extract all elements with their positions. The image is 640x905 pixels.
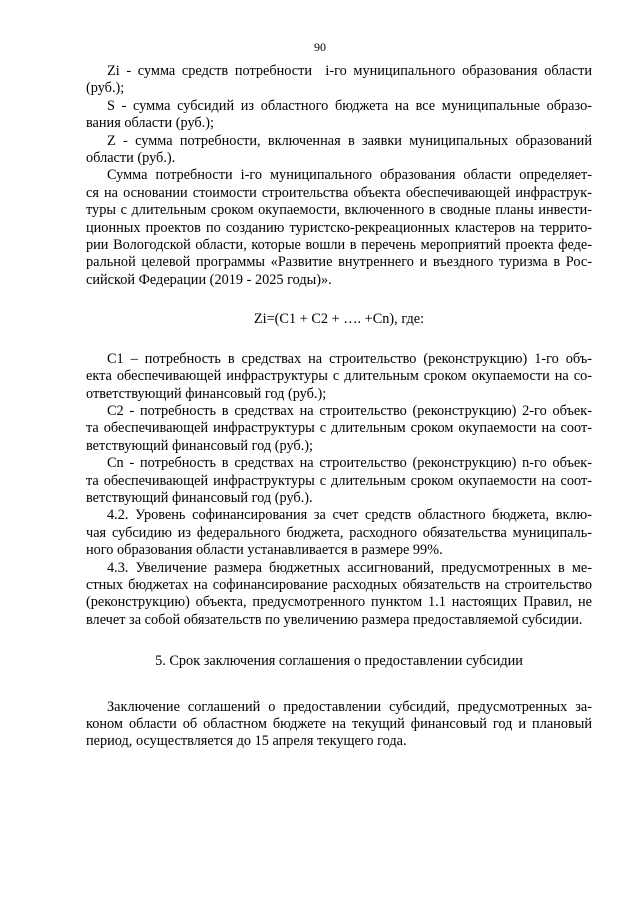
paragraph-line: ответствующий финансовый год (руб.);: [86, 385, 327, 402]
paragraph-line: 4.3. Увеличение размера бюджетных ассигнований, предусмотренных в ме-: [107, 559, 592, 576]
document-body: [86, 63, 592, 751]
paragraph-line: сийской Федерации (2019 - 2025 годы)».: [86, 271, 332, 288]
paragraph-line: ся на основании стоимости строительства объекта обеспечивающей инфраструк-: [86, 184, 592, 201]
paragraph: [86, 403, 592, 455]
paragraph-line: период, осуществляется до 15 апреля текущего года.: [86, 733, 407, 750]
paragraph-line: ральной целевой программы «Развитие внутреннего и въездного туризма в Рос-: [86, 254, 592, 271]
paragraph-line: стных бюджетах на софинансирование расходных обязательств на строительство: [86, 576, 592, 593]
paragraph-line: чая субсидию из федерального бюджета, расходного обязательства муниципаль-: [86, 524, 592, 541]
paragraph-line: влечет за собой обязательств по увеличению размера предоставляемой субсидии.: [86, 611, 583, 628]
paragraph: [86, 98, 592, 133]
paragraph-line: S - сумма субсидий из областного бюджета на все муниципальные образо-: [107, 97, 592, 114]
paragraph-line: Заключение соглашений о предоставлении субсидий, предусмотренных за-: [107, 698, 592, 715]
paragraph-line: Zi - сумма средств потребности i-го муниципального образования области: [107, 63, 592, 79]
paragraph-line: (реконструкцию) объекта, предусмотренного пунктом 1.1 настоящих Правил, не: [86, 594, 592, 611]
paragraph: [86, 455, 592, 507]
paragraph: [86, 699, 592, 751]
paragraph-line: ветствующий финансовый год (руб.);: [86, 437, 313, 454]
paragraph-line: Z - сумма потребности, включенная в заявки муниципальных образований: [107, 132, 592, 149]
formula: Zi=(C1 + C2 + …. +Cn), где:: [253, 311, 425, 328]
paragraph: [86, 507, 592, 559]
paragraph-line: туры с длительным сроком окупаемости, включенного в сводные планы инвести-: [86, 202, 592, 219]
section-heading: 5. Срок заключения соглашения о предоставлении субсидии: [155, 653, 523, 670]
paragraph-line: Сумма потребности i-го муниципального образования области определяет-: [107, 167, 592, 184]
paragraph-line: 4.2. Уровень софинансирования за счет средств областного бюджета, вклю-: [107, 507, 592, 524]
page-number: 90: [314, 40, 326, 54]
paragraph-line: C1 – потребность в средствах на строительство (реконструкцию) 1-го объ-: [107, 350, 592, 367]
paragraph: [86, 133, 592, 168]
paragraph-line: C2 - потребность в средствах на строительство (реконструкцию) 2-го объек-: [107, 402, 592, 419]
paragraph-line: рии Вологодской области, которые вошли в перечень мероприятий проекта феде-: [86, 237, 592, 254]
paragraph: [86, 167, 592, 289]
paragraph-line: ционных проектов по созданию туристско-рекреационных кластеров на террито-: [86, 219, 592, 236]
paragraph-line: ного образования области устанавливается в размере 99%.: [86, 542, 443, 559]
paragraph-line: коном области об областном бюджете на текущий финансовый год и плановый: [86, 716, 592, 732]
paragraph: [86, 560, 592, 630]
paragraph-line: ветствующий финансовый год (руб.).: [86, 489, 313, 506]
paragraph-line: (руб.);: [86, 80, 125, 97]
paragraph-line: екта обеспечивающей инфраструктуры с длительным сроком окупаемости на со-: [86, 368, 592, 385]
paragraph-line: Cn - потребность в средствах на строительство (реконструкцию) n-го объек-: [107, 455, 592, 472]
paragraph: [86, 351, 592, 403]
paragraph-line: та обеспечивающей инфраструктуры с длительным сроком окупаемости на соот-: [86, 420, 592, 437]
paragraph-line: вания области (руб.);: [86, 115, 214, 132]
paragraph-line: области (руб.).: [86, 150, 176, 167]
paragraph: [86, 63, 592, 98]
paragraph-line: та обеспечивающей инфраструктуры с длительным сроком окупаемости на соот-: [86, 472, 592, 489]
